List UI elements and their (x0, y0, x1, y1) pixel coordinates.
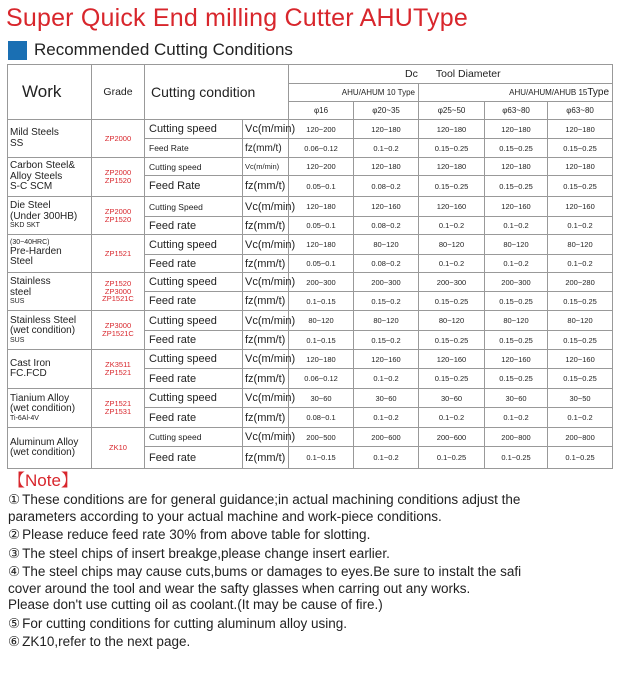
feed-value: 0.15~0.25 (485, 176, 548, 197)
grade-line: ZP2000 (104, 168, 132, 178)
dc-label: Dc (405, 68, 418, 80)
feed-value: 0.15~0.25 (419, 331, 485, 350)
note-item (8, 492, 614, 525)
work-line: Aluminum Alloy (10, 436, 79, 448)
feed-value: 0.05~0.1 (289, 176, 354, 197)
feed-value: 0.1~0.2 (354, 369, 419, 389)
feed-value: 0.1~0.2 (419, 217, 485, 235)
speed-value: 120~180 (419, 158, 485, 176)
work-line: (wet condition) (10, 403, 76, 415)
feed-label: Feed Rate (145, 139, 243, 158)
speed-value: 200~500 (289, 428, 354, 447)
speed-value: 200~300 (289, 273, 354, 292)
feed-value: 0.1~0.25 (485, 447, 548, 469)
speed-value: 120~160 (354, 197, 419, 217)
work-line: Stainless (10, 276, 51, 288)
feed-value: 0.15~0.25 (548, 331, 613, 350)
speed-value: 80~120 (548, 311, 613, 331)
speed-value: 200~300 (354, 273, 419, 292)
speed-value: 120~180 (485, 158, 548, 176)
feed-unit: fz(mm/t) (243, 292, 289, 311)
work-line: Die Steel (10, 200, 51, 212)
speed-value: 120~180 (548, 158, 613, 176)
feed-value: 0.1~0.25 (548, 447, 613, 469)
speed-value: 80~120 (289, 311, 354, 331)
speed-unit: Vc(m/min) (243, 197, 289, 217)
speed-value: 120~160 (548, 197, 613, 217)
grade-line: ZP3000 (104, 286, 132, 296)
grade-line: ZP1521C (102, 329, 134, 338)
speed-value: 30~60 (419, 389, 485, 408)
speed-value: 200~600 (354, 428, 419, 447)
speed-value: 120~160 (419, 350, 485, 369)
work-line: Cast Iron (10, 357, 51, 369)
work-line: Pre-Harden (10, 245, 62, 257)
feed-unit: fz(mm/t) (243, 255, 289, 273)
feed-unit: fz(mm/t) (243, 447, 289, 469)
feed-label: Feed Rate (145, 176, 243, 197)
feed-value: 0.1~0.2 (419, 255, 485, 273)
grade-line: ZK10 (109, 443, 127, 453)
work-material-cell (8, 197, 92, 235)
grade-cell (92, 350, 145, 389)
note-item (8, 546, 614, 563)
cutting-condition-header: Cutting condition (145, 65, 289, 120)
feed-label: Feed rate (145, 331, 243, 350)
feed-value: 0.15~0.2 (354, 331, 419, 350)
note-text: These conditions are for general guidance;in actual machining conditions adjust the parameters according to your actual machine and work-piece conditions. (8, 492, 521, 524)
speed-unit: Vc(m/min) (243, 311, 289, 331)
speed-value: 120~160 (485, 197, 548, 217)
work-line: Ti-6Al-4V (10, 414, 39, 422)
work-line: steel (10, 286, 32, 298)
speed-value: 30~60 (354, 389, 419, 408)
speed-value: 120~180 (485, 120, 548, 139)
diameter-cell: φ63~80 (485, 102, 548, 120)
feed-label: Feed rate (145, 217, 243, 235)
speed-value: 30~50 (548, 389, 613, 408)
speed-label: Cutting speed (145, 235, 243, 255)
note-item (8, 634, 614, 651)
speed-value: 120~180 (289, 350, 354, 369)
speed-value: 200~300 (419, 273, 485, 292)
feed-value: 0.15~0.25 (548, 176, 613, 197)
work-line: (Under 300HB) (10, 210, 78, 222)
speed-label: Cutting speed (145, 350, 243, 369)
note-text: For cutting conditions for cutting aluminum alloy using. (22, 615, 348, 631)
work-line: FC.FCD (10, 368, 47, 379)
table-row (8, 428, 613, 447)
feed-value: 0.15~0.25 (419, 292, 485, 311)
grade-line: ZP1521C (102, 294, 134, 304)
type15-suffix: Type (587, 87, 610, 98)
work-material-cell (8, 120, 92, 158)
speed-value: 80~120 (419, 311, 485, 331)
speed-value: 120~160 (419, 197, 485, 217)
note-text: The steel chips may cause cuts,bums or damages to eyes.Be sure to instalt the safi cover around the tool and wear the safty glasses when carring out any works. Please don't use cutting oil as coolant.(It may be cause of fire.) (8, 564, 522, 612)
table-row (8, 389, 613, 408)
tool-diameter-header (289, 65, 613, 84)
feed-value: 0.15~0.2 (354, 292, 419, 311)
note-number: ④ (8, 564, 21, 579)
grade-line: ZP1520 (104, 278, 132, 288)
type10-header: AHU/AHUM 10 Type (289, 84, 419, 102)
grade-cell (92, 158, 145, 197)
work-line: (wet condition) (10, 325, 76, 337)
speed-value: 200~300 (485, 273, 548, 292)
note-text: ZK10,refer to the next page. (22, 634, 191, 649)
grade-line: ZK3511 (105, 360, 131, 370)
speed-unit: Vc(m/min) (243, 350, 289, 369)
speed-unit: Vc(m/min) (243, 120, 289, 139)
table-row (8, 311, 613, 331)
speed-value: 120~180 (289, 197, 354, 217)
feed-value: 0.08~0.1 (289, 408, 354, 428)
note-number: ⑥ (8, 634, 21, 649)
feed-value: 0.06~0.12 (289, 369, 354, 389)
feed-label: Feed rate (145, 369, 243, 389)
speed-value: 120~200 (289, 158, 354, 176)
note-text: The steel chips of insert breakge,please change insert earlier. (22, 545, 390, 561)
table-row (8, 120, 613, 139)
grade-line: ZP2000 (104, 206, 132, 216)
speed-label: Cutting speed (145, 120, 243, 139)
grade-line: ZP3000 (104, 321, 132, 331)
note-item (8, 616, 614, 633)
speed-value: 200~600 (419, 428, 485, 447)
feed-value: 0.1~0.2 (354, 447, 419, 469)
notes-list (8, 492, 614, 651)
feed-value: 0.15~0.25 (548, 369, 613, 389)
work-line: SS (10, 137, 24, 149)
work-line: SKD SKT (10, 222, 40, 230)
grade-cell (92, 197, 145, 235)
grade-cell (92, 389, 145, 428)
feed-value: 0.05~0.1 (289, 217, 354, 235)
note-number: ① (8, 492, 21, 507)
feed-unit: fz(mm/t) (243, 408, 289, 428)
feed-unit: fz(mm/t) (243, 369, 289, 389)
speed-unit: Vc(m/min) (243, 273, 289, 292)
grade-line: ZP1521 (104, 368, 132, 377)
speed-value: 30~60 (485, 389, 548, 408)
feed-value: 0.1~0.2 (548, 217, 613, 235)
speed-label: Cutting speed (145, 311, 243, 331)
grade-line: ZP1531 (104, 407, 132, 416)
feed-label: Feed rate (145, 255, 243, 273)
note-number: ⑤ (8, 615, 21, 631)
feed-value: 0.15~0.25 (419, 139, 485, 158)
cutting-conditions-table (7, 64, 613, 469)
work-line: Carbon Steel& (10, 160, 76, 172)
table-row (8, 350, 613, 369)
feed-label: Feed rate (145, 447, 243, 469)
feed-value: 0.08~0.2 (354, 255, 419, 273)
note-number: ② (8, 527, 21, 542)
speed-value: 80~120 (419, 235, 485, 255)
feed-value: 0.1~0.2 (548, 408, 613, 428)
feed-unit: fz(mm/t) (243, 139, 289, 158)
table-row (8, 235, 613, 255)
table-row (8, 197, 613, 217)
speed-label: Cutting speed (145, 389, 243, 408)
work-line: Tianium Alloy (10, 392, 70, 404)
section-heading (8, 40, 293, 60)
work-line: (30~40HRC) (10, 239, 50, 247)
feed-value: 0.15~0.25 (548, 139, 613, 158)
feed-value: 0.1~0.2 (354, 139, 419, 158)
diameter-cell: φ20~35 (354, 102, 419, 120)
grade-header: Grade (92, 65, 145, 120)
speed-value: 120~180 (548, 120, 613, 139)
speed-value: 200~800 (548, 428, 613, 447)
speed-label: Cutting speed (145, 273, 243, 292)
grade-line: ZP2000 (104, 133, 132, 143)
work-line: SUS (10, 336, 25, 344)
section-heading-text: Recommended Cutting Conditions (34, 40, 293, 59)
work-line: S-C SCM (10, 181, 53, 193)
work-line: SUS (10, 298, 25, 306)
work-material-cell (8, 428, 92, 469)
speed-unit: Vc(m/min) (243, 158, 289, 176)
page-title: Super Quick End milling Cutter AHUType (6, 4, 468, 32)
speed-label: Cutting speed (145, 158, 243, 176)
grade-cell (92, 120, 145, 158)
feed-value: 0.1~0.15 (289, 447, 354, 469)
work-material-cell (8, 158, 92, 197)
table-row (8, 158, 613, 176)
feed-label: Feed rate (145, 408, 243, 428)
feed-value: 0.08~0.2 (354, 176, 419, 197)
work-material-cell (8, 273, 92, 311)
grade-line: ZP1520 (104, 176, 132, 185)
grade-line: ZP1521 (104, 399, 132, 409)
speed-value: 80~120 (548, 235, 613, 255)
type15-header (419, 84, 613, 102)
speed-label: Cutting Speed (145, 197, 243, 217)
work-material-cell (8, 235, 92, 273)
feed-value: 0.06~0.12 (289, 139, 354, 158)
feed-value: 0.1~0.25 (419, 447, 485, 469)
feed-value: 0.08~0.2 (354, 217, 419, 235)
feed-value: 0.15~0.25 (485, 139, 548, 158)
work-material-cell (8, 350, 92, 389)
notes-section (8, 470, 614, 653)
feed-label: Feed rate (145, 292, 243, 311)
feed-unit: fz(mm/t) (243, 217, 289, 235)
speed-value: 120~160 (485, 350, 548, 369)
note-number: ③ (8, 545, 21, 561)
section-bullet-icon (8, 41, 27, 60)
type15-label: AHU/AHUM/AHUB 15 (509, 88, 588, 97)
work-line: (wet condition) (10, 447, 76, 458)
speed-label: Cutting speed (145, 428, 243, 447)
speed-value: 120~180 (354, 158, 419, 176)
speed-value: 30~60 (289, 389, 354, 408)
speed-value: 200~280 (548, 273, 613, 292)
feed-value: 0.1~0.2 (485, 255, 548, 273)
speed-unit: Vc(m/min) (243, 235, 289, 255)
notes-title: 【Note】 (8, 471, 78, 490)
speed-value: 200~800 (485, 428, 548, 447)
grade-line: ZP1521 (104, 248, 132, 258)
feed-value: 0.15~0.25 (419, 176, 485, 197)
note-item (8, 564, 614, 614)
grade-line: ZP1520 (104, 214, 132, 224)
speed-value: 80~120 (485, 235, 548, 255)
feed-value: 0.1~0.2 (485, 408, 548, 428)
speed-unit: Vc(m/min) (243, 389, 289, 408)
feed-value: 0.1~0.2 (354, 408, 419, 428)
grade-cell (92, 311, 145, 350)
speed-value: 120~180 (419, 120, 485, 139)
feed-value: 0.1~0.2 (485, 217, 548, 235)
speed-unit: Vc(m/min) (243, 428, 289, 447)
work-line: Steel (10, 256, 33, 268)
speed-value: 120~160 (354, 350, 419, 369)
speed-value: 80~120 (485, 311, 548, 331)
work-material-cell (8, 389, 92, 428)
grade-cell (92, 428, 145, 469)
feed-value: 0.1~0.15 (289, 292, 354, 311)
speed-value: 120~200 (289, 120, 354, 139)
feed-value: 0.15~0.25 (548, 292, 613, 311)
work-line: Alloy Steels (10, 170, 63, 182)
tool-diameter-label: Tool Diameter (435, 68, 501, 80)
work-material-cell (8, 311, 92, 350)
feed-value: 0.1~0.15 (289, 331, 354, 350)
speed-value: 80~120 (354, 311, 419, 331)
feed-value: 0.15~0.25 (485, 331, 548, 350)
table-row (8, 273, 613, 292)
work-line: Mild Steels (10, 127, 59, 138)
speed-value: 120~160 (548, 350, 613, 369)
speed-value: 120~180 (289, 235, 354, 255)
grade-cell (92, 273, 145, 311)
diameter-cell: φ16 (289, 102, 354, 120)
feed-value: 0.15~0.25 (419, 369, 485, 389)
work-header: Work (8, 65, 92, 120)
feed-value: 0.1~0.2 (419, 408, 485, 428)
work-line: Stainless Steel (10, 314, 77, 326)
grade-cell (92, 235, 145, 273)
feed-unit: fz(mm/t) (243, 331, 289, 350)
note-text: Please reduce feed rate 30% from above table for slotting. (22, 527, 371, 542)
speed-value: 80~120 (354, 235, 419, 255)
note-item (8, 527, 614, 544)
feed-value: 0.05~0.1 (289, 255, 354, 273)
diameter-cell: φ25~50 (419, 102, 485, 120)
diameter-cell: φ63~80 (548, 102, 613, 120)
speed-value: 120~180 (354, 120, 419, 139)
feed-value: 0.15~0.25 (485, 292, 548, 311)
feed-value: 0.15~0.25 (485, 369, 548, 389)
feed-unit: fz(mm/t) (243, 176, 289, 197)
feed-value: 0.1~0.2 (548, 255, 613, 273)
